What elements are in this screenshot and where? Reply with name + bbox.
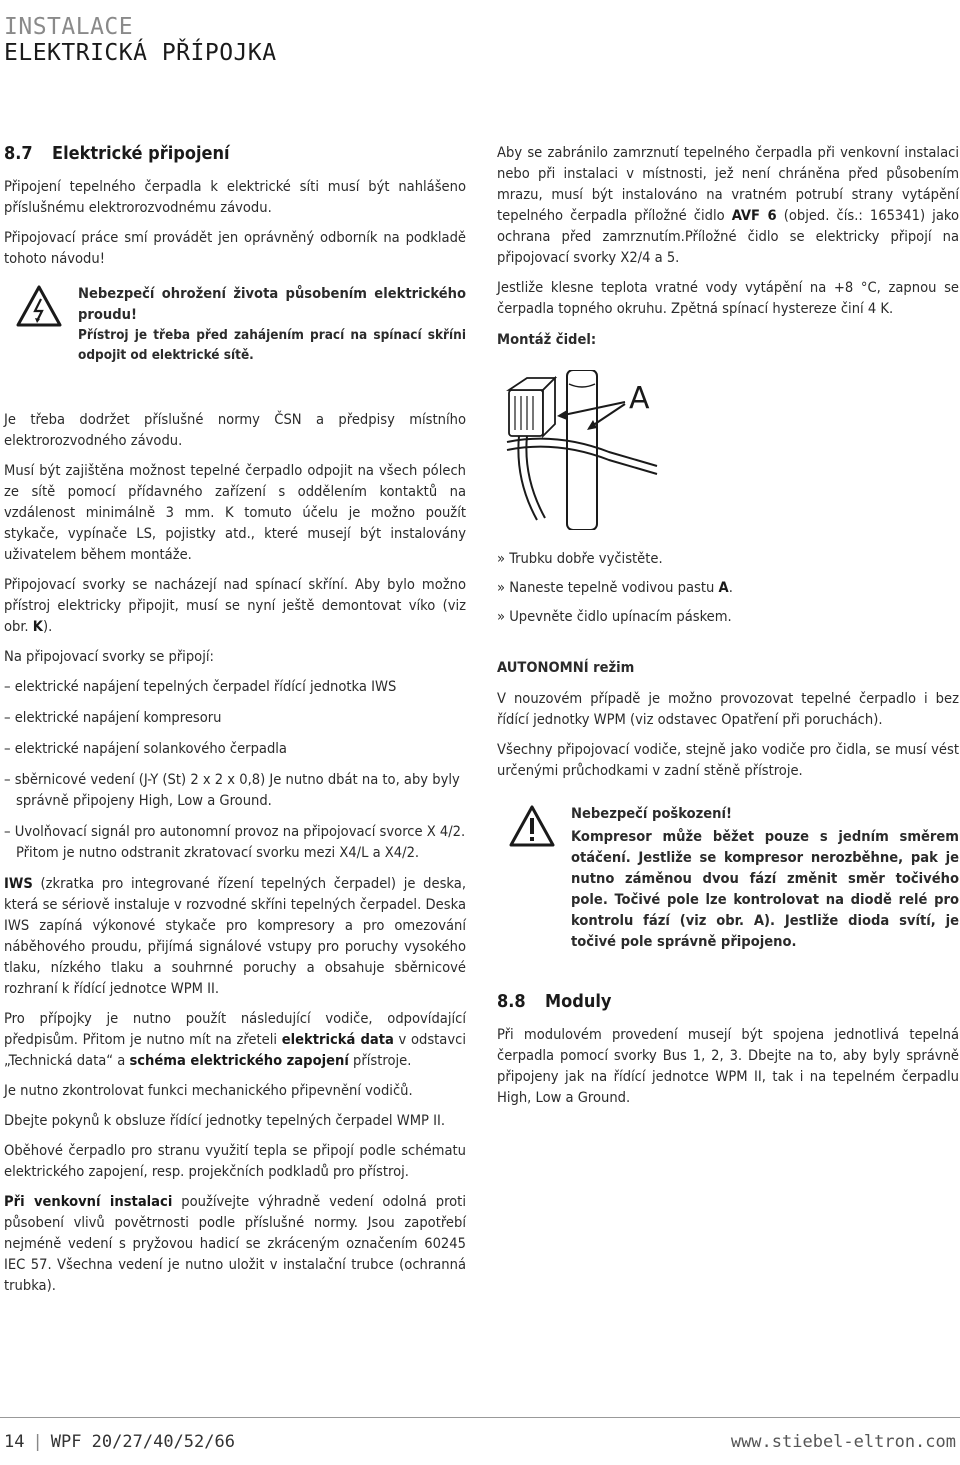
- paragraph: Pro přípojky je nutno použít následující vodiče, odpovídající předpisům. Přitom je nutno mít na zřeteli elektrická data v odstavci „Technická data“ a schéma elektrického zapojení přístroje.: [4, 1010, 466, 1069]
- paragraph: Při venkovní instalaci používejte výhradně vedení odolná proti působení vlivů povětrnosti podle příslušné normy. Jsou zapotřebí nejméně vedení s pryžovou hadicí se zkráceným označením 60245 IEC 57. Všechna vedení je nutno uložit v instalační trubce (ochranná trubka).: [4, 1193, 466, 1294]
- paragraph: Je třeba dodržet příslušné normy ČSN a předpisy místního elektrorozvodného závodu.: [4, 411, 466, 449]
- electric-hazard-warning: [4, 283, 466, 365]
- electric-hazard-icon: [16, 285, 62, 327]
- paragraph: Je nutno zkontrolovat funkci mechanického připevnění vodičů.: [4, 1082, 413, 1099]
- page-footer: [0, 1417, 960, 1452]
- list-item: » Naneste tepelně vodivou pastu A.: [497, 579, 733, 596]
- list-item: – Uvolňovací signál pro autonomní provoz na připojovací svorce X 4/2. Přitom je nutno odstranit zkratovací svorku mezi X4/L a X4/2.: [4, 823, 466, 861]
- warning-title: Nebezpečí poškození!: [571, 805, 732, 822]
- header-category: INSTALACE: [4, 14, 134, 40]
- mounting-steps: [497, 548, 959, 627]
- footer-url[interactable]: www.stiebel-eltron.com: [730, 1432, 956, 1452]
- paragraph: Oběhové čerpadlo pro stranu využití tepla se připojí podle schématu elektrického zapojení, resp. projekčních podkladů pro přístroj.: [4, 1142, 466, 1180]
- paragraph: IWS (zkratka pro integrované řízení tepelných čerpadel) je deska, která se sériově instaluje v rozvodné skříni tepelných čerpadel. Deska IWS zapíná výkonové stykače pro kompresory a pro omezování náběhového proudu, přijímá signálové vstupy pro poruchy vysokého tlaku, nízkého tlaku a souhrnné poruchy a obsahuje sběrnicové rozhraní k řídící jednotce WPM II.: [4, 875, 466, 997]
- paragraph: Na připojovací svorky se připojí:: [4, 648, 214, 665]
- model-name: WPF 20/27/40/52/66: [50, 1432, 235, 1452]
- page-number: 14: [4, 1432, 25, 1452]
- damage-warning: [497, 803, 959, 952]
- paragraph: Připojovací svorky se nacházejí nad spínací skříní. Aby bylo možno přístroj elektricky připojit, musí se nyní ještě demontovat víko (viz obr. K).: [4, 576, 466, 635]
- header-title: ELEKTRICKÁ PŘÍPOJKA: [4, 40, 277, 67]
- paragraph: Všechny připojovací vodiče, stejně jako vodiče pro čidla, se musí vést určenými průchodkami v zadní stěně přístroje.: [497, 741, 959, 779]
- figure-label-a: A: [629, 381, 650, 416]
- warning-exclamation-icon: [509, 805, 555, 847]
- list-item: – elektrické napájení kompresoru: [4, 709, 222, 726]
- list-item: – elektrické napájení tepelných čerpadel řídící jednotka IWS: [4, 678, 397, 695]
- autonomous-mode-heading: AUTONOMNÍ režim: [497, 659, 635, 676]
- paragraph: Aby se zabránilo zamrznutí tepelného čerpadla při venkovní instalaci nebo při instalaci v místnosti, jež není chráněna před působením mrazu, musí být instalováno na vratném potrubí strany vytápění tepelného čerpadla příložné čidlo AVF 6 (objed. čís.: 165341) jako ochrana před zamrznutím.Příložné čidlo se elektricky připojí na připojovací svorky X2/4 a 5.: [497, 144, 959, 266]
- footer-page-info: 14 | WPF 20/27/40/52/66: [4, 1432, 235, 1452]
- paragraph: Musí být zajištěna možnost tepelné čerpadlo odpojit na všech pólech ze sítě pomocí přídavného zařízení s oddělením kontaktů na vzdálenost minimálně 3 mm. K tomuto účelu je možno použít stykače, vypínače LS, pojistky atd., které musejí být instalovány uživatelem během montáže.: [4, 462, 466, 563]
- paragraph: V nouzovém případě je možno provozovat tepelné čerpadlo i bez řídící jednotky WPM (viz odstavec Opatření při poruchách).: [497, 690, 959, 728]
- section-title-8-7: 8.7 Elektrické připojení: [4, 143, 230, 164]
- paragraph: Připojení tepelného čerpadla k elektrické síti musí být nahlášeno příslušnému elektrorozvodnému závodu.: [4, 178, 466, 216]
- paragraph: Připojovací práce smí provádět jen oprávněný odborník na podkladě tohoto návodu!: [4, 229, 466, 267]
- paragraph: Jestliže klesne teplota vratné vody vytápění na +8 °C, zapnou se čerpadla topného okruhu. Zpětná spínací hystereze činí 4 K.: [497, 279, 959, 317]
- warning-title: Nebezpečí ohrožení života působením elektrického proudu!: [78, 285, 466, 323]
- list-item: » Trubku dobře vyčistěte.: [497, 550, 663, 567]
- list-item: – elektrické napájení solankového čerpadla: [4, 740, 287, 757]
- list-item: » Upevněte čidlo upínacím páskem.: [497, 608, 732, 625]
- list-item: – sběrnicové vedení (J-Y (St) 2 x 2 x 0,8) Je nutno dbát na to, aby byly správně připojeny High, Low a Ground.: [4, 771, 460, 809]
- sensor-mounting-figure: [497, 370, 667, 530]
- left-column: [4, 142, 466, 1305]
- warning-text: Přístroj je třeba před zahájením prací na spínací skříni odpojit od elektrické sítě.: [78, 327, 466, 363]
- paragraph: Při modulovém provedení musejí být spojena jednotlivá tepelná čerpadla pomocí svorky Bus 1, 2, 3. Dbejte na to, aby byly správně připojeny jak na řídící jednotce WPM II, tak i na tepelném čerpadlu High, Low a Ground.: [497, 1026, 959, 1106]
- page-header: [4, 14, 277, 67]
- warning-text: Kompresor může běžet pouze s jedním směrem otáčení. Jestliže se kompresor nerozběhne, pak je nutno záměnou dvou fází změnit směr točivého pole. Točivé pole lze kontrolovat na diodě relé pro kontrolu fází (viz obr. A). Jestliže dioda svítí, je točivé pole správně připojeno.: [571, 828, 959, 950]
- paragraph: Dbejte pokynů k obsluze řídící jednotky tepelných čerpadel WMP II.: [4, 1112, 446, 1129]
- right-column: [497, 142, 959, 1117]
- sensor-mounting-heading: Montáž čidel:: [497, 331, 597, 348]
- section-title-8-8: 8.8 Moduly: [497, 991, 612, 1012]
